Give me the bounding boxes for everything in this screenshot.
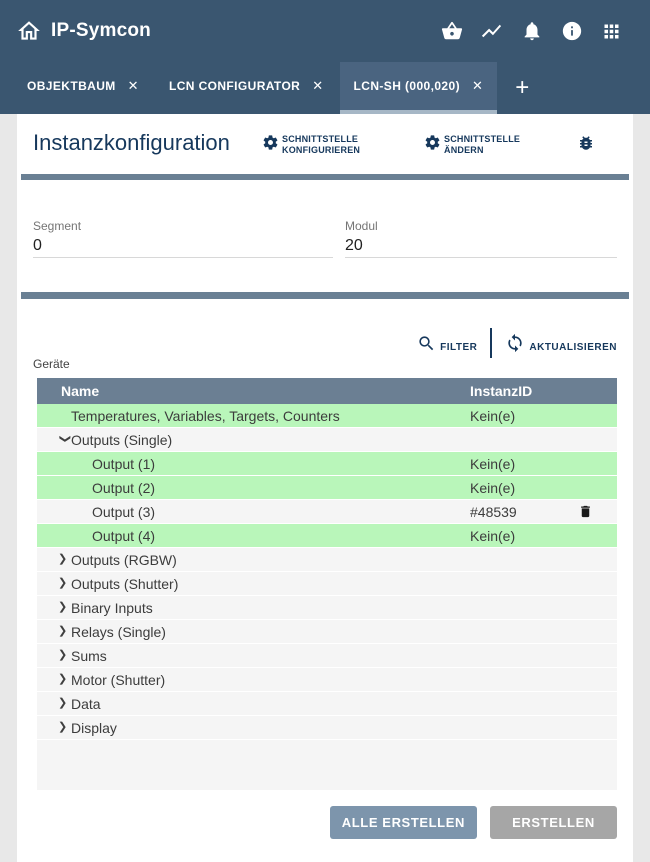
row-instanceid-cell [470,528,617,544]
refresh-label: AKTUALISIEREN [529,341,617,353]
row-name-label: Outputs (Shutter) [71,575,179,592]
row-name-cell [37,696,470,712]
segment-input[interactable]: 0 [33,233,333,258]
button-label-line1: SCHNITTSTELLE [444,134,521,144]
table-row[interactable] [37,668,617,692]
add-tab-button[interactable] [499,62,545,114]
app-logo[interactable] [16,18,151,44]
row-instanceid-value: Kein(e) [470,527,516,544]
row-name-cell [37,720,470,736]
device-table-header [37,378,617,404]
segment-label: Segment [33,219,82,233]
button-label-line1: SCHNITTSTELLE [282,134,359,144]
chevron-right-icon[interactable]: ❯ [58,673,68,685]
chevron-right-icon[interactable]: ❯ [58,721,68,733]
row-name-cell [37,600,470,616]
gear-icon [424,134,441,151]
chevron-right-icon[interactable]: ❯ [58,553,68,565]
section-divider [21,292,629,299]
table-row[interactable] [37,476,617,500]
tab-lcn-configurator[interactable] [155,62,338,114]
row-name-label: Sums [71,647,107,664]
row-name-cell [37,552,470,568]
row-name-label: Data [71,695,101,712]
row-instanceid-value: Kein(e) [470,407,516,424]
table-row[interactable] [37,524,617,548]
row-name-label: Display [71,719,117,736]
devices-section-label: Geräte [33,357,70,371]
info-icon[interactable] [560,20,583,43]
close-icon[interactable]: ✕ [127,78,139,93]
bug-icon [577,134,595,152]
table-row[interactable] [37,716,617,740]
tab-bar [0,62,650,114]
row-name-cell [37,672,470,688]
modul-input[interactable]: 20 [345,233,617,258]
chevron-right-icon[interactable]: ❯ [58,625,68,637]
row-instanceid-cell [470,480,617,496]
table-row[interactable] [37,452,617,476]
button-label-line2: KONFIGURIEREN [282,144,361,155]
row-name-label: Temperatures, Variables, Targets, Counters [71,407,340,424]
row-name-cell [37,504,470,520]
row-instanceid-value: Kein(e) [470,479,516,496]
row-name-label: Output (1) [92,455,156,472]
debug-button[interactable] [577,134,595,157]
tab-objektbaum[interactable] [13,62,153,114]
table-row[interactable] [37,620,617,644]
refresh-icon [505,333,525,353]
filter-label: FILTER [440,341,478,353]
table-row[interactable] [37,644,617,668]
tab-label: OBJEKTBAUM [27,79,116,93]
delete-icon[interactable] [578,503,593,520]
action-bar [33,806,617,839]
chevron-right-icon[interactable]: ❯ [58,649,68,661]
table-row[interactable] [37,428,617,452]
chevron-right-icon[interactable]: ❯ [58,577,68,589]
row-name-cell [37,528,470,544]
chevron-right-icon[interactable]: ❯ [58,697,68,709]
change-interface-button[interactable] [424,134,520,155]
refresh-button[interactable] [505,333,617,353]
tab-lcn-sh-active[interactable] [340,62,498,114]
close-icon[interactable]: ✕ [471,78,484,93]
create-button[interactable]: ERSTELLEN [490,806,617,839]
row-instanceid-cell [470,503,617,520]
row-name-label: Outputs (RGBW) [71,551,177,568]
close-icon[interactable]: ✕ [312,78,324,93]
row-name-label: Output (2) [92,479,156,496]
table-row[interactable] [37,572,617,596]
apps-grid-icon[interactable] [600,20,623,43]
column-header-instanzid: InstanzID [470,383,533,399]
row-name-cell [37,432,470,448]
device-toolbar [17,329,633,357]
device-table-body [37,404,617,740]
search-icon [417,334,436,353]
row-name-cell [37,480,470,496]
device-table [37,378,617,790]
chevron-right-icon[interactable]: ❯ [58,601,68,613]
row-instanceid-cell [470,456,617,472]
modul-field [345,219,617,258]
home-icon [16,18,42,44]
page-title: Instanzkonfiguration [33,130,230,155]
button-label [444,134,520,155]
row-name-cell [37,648,470,664]
top-app-bar [0,0,650,62]
modul-label: Modul [345,219,378,233]
segment-field [33,219,333,258]
toolbar-divider [490,328,492,358]
table-row[interactable] [37,692,617,716]
filter-button[interactable] [417,334,477,353]
store-basket-icon[interactable] [440,20,463,43]
top-icon-group [440,20,650,43]
row-name-label: Binary Inputs [71,599,153,616]
tab-label: LCN CONFIGURATOR [168,79,301,93]
row-name-label: Relays (Single) [71,623,166,640]
button-label-line2: ÄNDERN [444,144,484,155]
address-form [17,180,633,258]
table-row[interactable] [37,500,617,524]
row-name-label: Motor (Shutter) [71,671,166,688]
row-name-cell [37,408,470,424]
row-name-label: Outputs (Single) [71,431,173,448]
row-name-cell [37,456,470,472]
table-row[interactable] [37,404,617,428]
main-panel [17,114,633,862]
row-instanceid-value: #48539 [470,503,517,520]
column-header-name: Name [61,383,100,399]
row-name-label: Output (4) [92,527,156,544]
table-row[interactable] [37,596,617,620]
instance-config-header [17,114,633,174]
table-row[interactable] [37,548,617,572]
gear-icon [262,134,279,151]
row-instanceid-cell [470,408,617,424]
create-all-button[interactable]: ALLE ERSTELLEN [330,806,477,839]
chart-icon[interactable] [480,20,503,43]
tab-label: LCN-SH (000,020) [353,79,460,93]
row-name-cell [37,576,470,592]
row-name-cell [37,624,470,640]
row-name-label: Output (3) [92,503,156,520]
plus-icon: + [515,74,530,101]
notifications-icon[interactable] [520,20,543,43]
configure-interface-button[interactable] [262,134,360,155]
chevron-down-icon[interactable]: ❯ [58,434,71,444]
button-label [282,134,360,155]
row-instanceid-value: Kein(e) [470,455,516,472]
app-title: IP-Symcon [51,20,151,41]
